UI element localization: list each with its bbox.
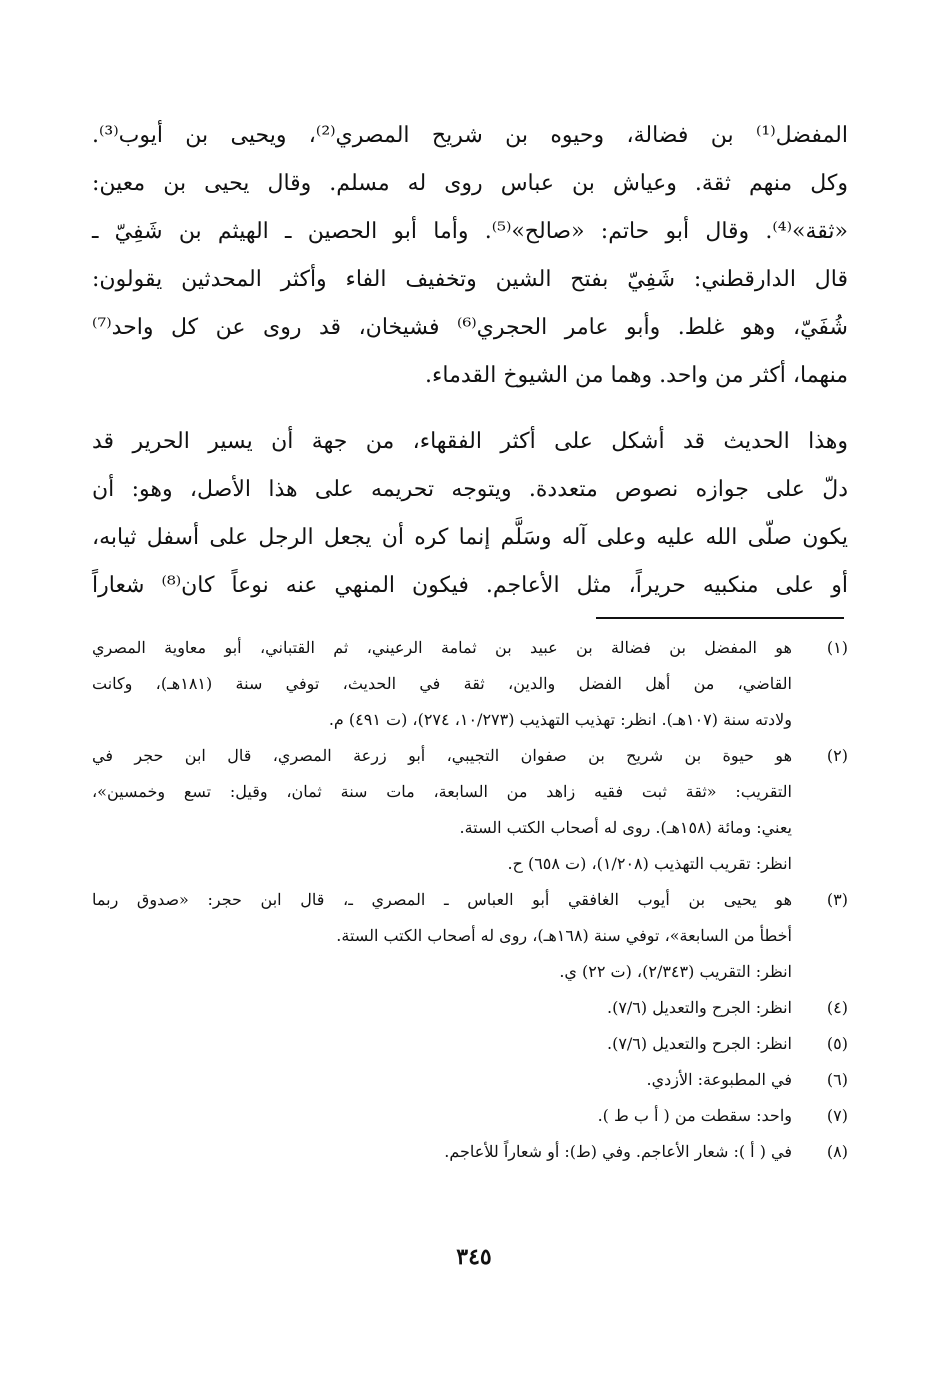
text-line: منهما، أكثر من واحد. وهما من الشيوخ القدماء. — [425, 363, 848, 388]
footnote-number: (٧) — [826, 1106, 848, 1125]
footnote-line: هو يحيى بن أيوب الغافقي أبو العباس ـ المصري ـ، قال ابن حجر: «صدوق ربما — [92, 890, 792, 909]
text-line: دلّ على جوازه نصوص متعددة. ويتوجه تحريمه على هذا الأصل، وهو: أن — [92, 477, 848, 502]
text-line: «ثقة»⁽⁴⁾. وقال أبو حاتم: «صالح»⁽⁵⁾. وأما أبو الحصين ـ الهيثم بن شَفِيّ ـ — [92, 219, 848, 244]
text-line: أو على منكبيه حريراً، مثل الأعاجم. فيكون المنهي عنه نوعاً كان⁽⁸⁾ شعاراً — [92, 573, 849, 598]
footnote-line: في ( أ ): شعار الأعاجم. وفي (ط): أو شعاراً للأعاجم. — [444, 1142, 792, 1161]
paragraph-2 — [92, 418, 848, 610]
footnote-line: هو المفضل بن فضالة بن عبيد بن ثمامة الرعيني، ثم القتباني، أبو معاوية المصري — [92, 638, 792, 657]
footnote-2 — [92, 738, 848, 882]
footnote-6 — [92, 1062, 848, 1098]
footnote-number: (١) — [826, 638, 848, 657]
footnote-line: ولادته سنة (١٠٧هـ). انظر: تهذيب التهذيب (١٠/٢٧٣، ٢٧٤)، (ت ٤٩١) م. — [328, 710, 792, 729]
footnote-number: (٣) — [826, 890, 848, 909]
footnote-line: هو حيوة بن شريح بن صفوان التجيبي، أبو زرعة المصري، قال ابن حجر في — [92, 746, 792, 765]
paragraph-1 — [92, 112, 848, 400]
footnote-number: (٨) — [826, 1142, 848, 1161]
text-line: يكون صلّى الله عليه وعلى آله وسَلَّم إنما كره أن يجعل الرجل على أسفل ثيابه، — [92, 525, 848, 550]
footnotes — [92, 630, 848, 1170]
text-line: المفضل⁽¹⁾ بن فضالة، وحيوه بن شريح المصري⁽²⁾، ويحيى بن أيوب⁽³⁾. — [92, 123, 848, 148]
footnote-line: واحد: سقطت من ( أ ب ط ). — [597, 1106, 792, 1125]
text-line: قال الدارقطني: شَفِيّ بفتح الشين وتخفيف الفاء وأكثر المحدثين يقولون: — [92, 267, 848, 292]
text-line: وكل منهم ثقة. وعياش بن عباس روى له مسلم. وقال يحيى بن معين: — [92, 171, 848, 196]
footnote-5 — [92, 1026, 848, 1062]
footnote-line: انظر: التقريب (٢/٣٤٣)، (ت ٢٢) ي. — [559, 962, 792, 981]
footnote-line: القاضي، من أهل الفضل والدين، ثقة في الحديث، توفي سنة (١٨١هـ)، وكانت — [92, 674, 793, 693]
footnote-number: (٤) — [826, 998, 848, 1017]
footnote-8 — [92, 1134, 848, 1170]
footnote-line: في المطبوعة: الأزدي. — [646, 1070, 792, 1089]
footnote-line: انظر: تقريب التهذيب (١/٢٠٨)، (ت ٦٥٨) ح. — [507, 854, 792, 873]
footnote-line: انظر: الجرح والتعديل (٧/٦). — [606, 1034, 792, 1053]
footnote-4 — [92, 990, 848, 1026]
footnote-separator — [596, 617, 844, 619]
text-line: شُفَيّ، وهو غلط. وأبو عامر الحجري⁽⁶⁾ فشيخان، قد روى عن كل واحد⁽⁷⁾ — [92, 315, 848, 340]
footnote-number: (٢) — [826, 746, 848, 765]
text-line: وهذا الحديث قد أشكل على أكثر الفقهاء، من جهة أن يسير الحرير قد — [92, 429, 848, 454]
page-number: ٣٤٥ — [456, 1244, 492, 1270]
footnote-line: يعني: ومائة (١٥٨هـ). روى له أصحاب الكتب الستة. — [459, 818, 792, 837]
footnote-number: (٥) — [826, 1034, 848, 1053]
footnote-line: انظر: الجرح والتعديل (٧/٦). — [606, 998, 792, 1017]
footnote-3 — [92, 882, 848, 990]
footnote-1 — [92, 630, 848, 738]
footnote-line: أخطأ من السابعة»، توفي سنة (١٦٨هـ)، روى له أصحاب الكتب الستة. — [336, 926, 792, 945]
footnote-number: (٦) — [826, 1070, 848, 1089]
footnote-line: التقريب: «ثقة ثبت فقيه زاهد من السابعة، مات سنة ثمان، وقيل: تسع وخمسين»، — [92, 782, 792, 801]
footnote-7 — [92, 1098, 848, 1134]
